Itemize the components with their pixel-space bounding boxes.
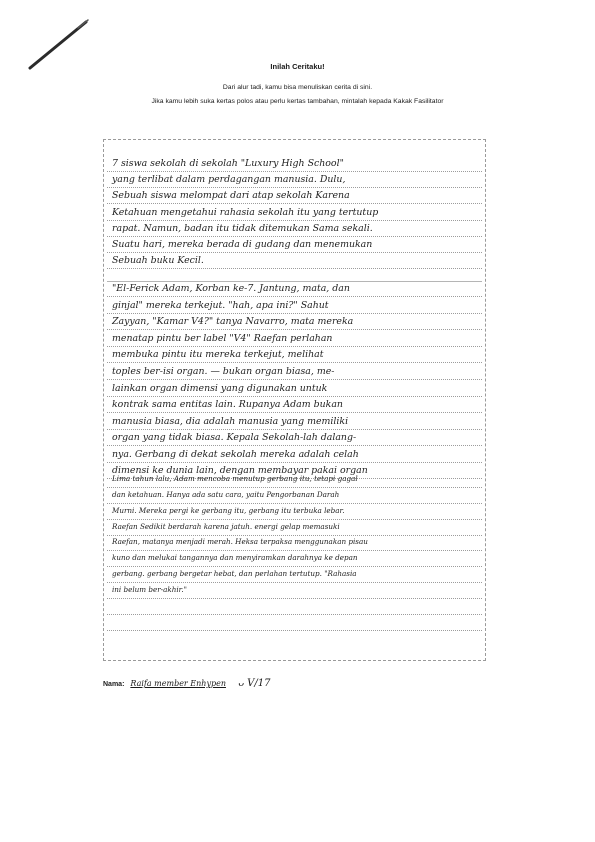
ruled-line bbox=[107, 203, 482, 204]
ruled-line bbox=[107, 429, 482, 430]
story-line: Ketahuan mengetahui rahasia sekolah itu yang tertutup bbox=[112, 206, 379, 218]
story-line: kuno dan melukai tangannya dan menyiramkan darahnya ke depan bbox=[112, 553, 358, 563]
story-line: Raefan Sedikit berdarah karena jatuh. energi gelap memasuki bbox=[112, 521, 340, 531]
ruled-line bbox=[107, 220, 482, 221]
ruled-line bbox=[107, 462, 482, 463]
story-line: Lima tahun lalu, Adam mencoba menutup gerbang itu, tetapi gagal bbox=[112, 473, 358, 483]
story-line: Murni. Mereka pergi ke gerbang itu, gerbang itu terbuka lebar. bbox=[112, 505, 345, 515]
ruled-line bbox=[107, 346, 482, 347]
story-line: menatap pintu ber label "V4" Raefan perlahan bbox=[112, 332, 333, 344]
ruled-line bbox=[107, 487, 482, 488]
story-line: organ yang tidak biasa. Kepala Sekolah-lah dalang- bbox=[112, 432, 357, 444]
ruled-line bbox=[107, 236, 482, 237]
ruled-line bbox=[107, 171, 482, 172]
story-line: rapat. Namun, badan itu tidak ditemukan Sama sekali. bbox=[112, 222, 373, 234]
ruled-line bbox=[107, 445, 482, 446]
ruled-line bbox=[107, 296, 482, 297]
writing-area bbox=[103, 139, 486, 661]
ruled-line bbox=[107, 582, 482, 583]
ruled-line bbox=[107, 313, 482, 314]
story-line: kontrak sama entitas lain. Rupanya Adam bukan bbox=[112, 399, 343, 411]
instruction-line-1: Dari alur tadi, kamu bisa menuliskan cerita di sini. bbox=[222, 84, 373, 91]
ruled-line bbox=[107, 519, 482, 520]
story-line: 7 siswa sekolah di sekolah "Luxury High School" bbox=[112, 158, 344, 169]
name-row bbox=[103, 678, 270, 689]
story-line: toples ber-isi organ. — bukan organ biasa, me- bbox=[112, 366, 335, 378]
story-line: dimensi ke dunia lain, dengan membayar pakai organ bbox=[112, 465, 368, 477]
story-line: "El-Ferick Adam, Korban ke-7. Jantung, mata, dan bbox=[112, 283, 350, 295]
story-line: manusia biasa, dia adalah manusia yang memiliki bbox=[112, 415, 349, 427]
ruled-line bbox=[107, 268, 482, 269]
story-line: ginjal" mereka terkejut. "hah, apa ini?" Sahut bbox=[112, 299, 329, 311]
story-line: gerbang. gerbang bergetar hebat, dan perlahan tertutup. "Rahasia bbox=[112, 569, 357, 579]
ruled-line bbox=[107, 412, 482, 413]
ruled-line bbox=[107, 281, 482, 282]
ruled-line bbox=[107, 630, 482, 631]
instruction-line-2: Jika kamu lebih suka kertas polos atau perlu kertas tambahan, mintalah kepada Kakak Fasilitator bbox=[151, 98, 444, 105]
story-line: Sebuah siswa melompat dari atap sekolah Karena bbox=[112, 190, 350, 202]
ruled-line bbox=[107, 614, 482, 615]
ruled-line bbox=[107, 187, 482, 188]
story-line: Sebuah buku Kecil. bbox=[112, 255, 204, 267]
story-line: dan ketahuan. Hanya ada satu cara, yaitu Pengorbanan Darah bbox=[112, 489, 340, 499]
ruled-line bbox=[107, 362, 482, 363]
name-value: Raifa member Enhypen bbox=[130, 679, 226, 688]
ruled-line bbox=[107, 566, 482, 567]
story-line: membuka pintu itu mereka terkejut, melihat bbox=[112, 349, 324, 361]
story-line: Zayyan, "Kamar V4?" tanya Navarro, mata mereka bbox=[112, 316, 354, 328]
name-label: Nama: bbox=[103, 681, 125, 688]
ruled-line bbox=[107, 252, 482, 253]
ruled-line bbox=[107, 598, 482, 599]
ruled-line bbox=[107, 550, 482, 551]
ruled-line bbox=[107, 379, 482, 380]
story-line: yang terlibat dalam perdagangan manusia. Dulu, bbox=[112, 174, 346, 186]
story-line: ini belum ber-akhir." bbox=[112, 585, 187, 595]
name-extra: ᴗ V/17 bbox=[237, 678, 271, 689]
story-line: Raefan, matanya menjadi merah. Heksa terpaksa menggunakan pisau bbox=[112, 537, 368, 547]
ruled-line bbox=[107, 396, 482, 397]
story-line: Suatu hari, mereka berada di gudang dan menemukan bbox=[112, 239, 373, 250]
story-line: lainkan organ dimensi yang digunakan untuk bbox=[112, 382, 328, 394]
story-line: nya. Gerbang di dekat sekolah mereka adalah celah bbox=[112, 448, 359, 460]
page-title: Inilah Ceritaku! bbox=[270, 62, 325, 71]
ruled-line bbox=[107, 329, 482, 330]
page-header bbox=[0, 62, 595, 105]
ruled-line bbox=[107, 503, 482, 504]
ruled-line bbox=[107, 535, 482, 536]
